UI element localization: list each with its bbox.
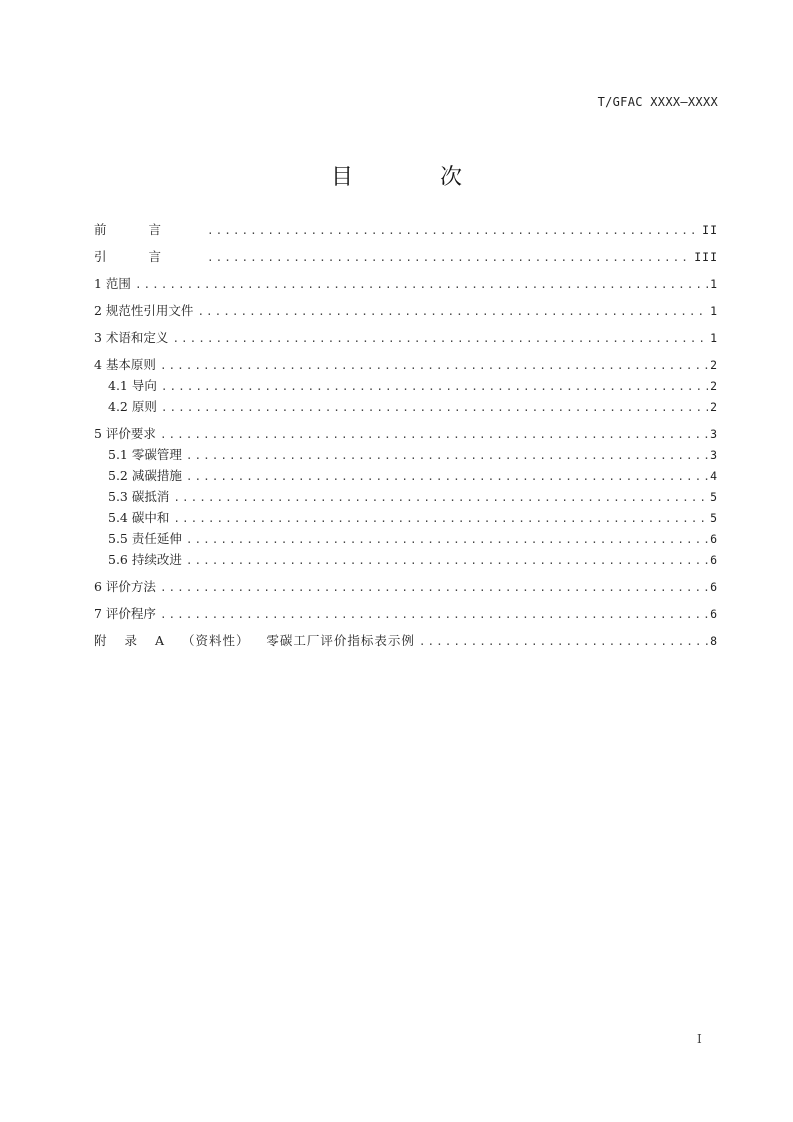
toc-entry-page: 3 bbox=[710, 427, 718, 441]
toc-entry-page: 2 bbox=[710, 358, 718, 372]
toc-entry-page: 2 bbox=[710, 379, 718, 393]
toc-leader-dots bbox=[173, 488, 708, 508]
toc-leader-dots bbox=[135, 275, 708, 295]
toc-leader-dots bbox=[186, 530, 708, 550]
toc-entry-evaluation-requirements[interactable] bbox=[94, 424, 718, 445]
toc-entry-label: 5.1 零碳管理 bbox=[108, 447, 182, 462]
toc-entry-label: 5 评价要求 bbox=[94, 426, 156, 441]
toc-entry-scope[interactable] bbox=[94, 274, 718, 295]
toc-entry-page: 8 bbox=[710, 634, 718, 648]
page-title: 目 次 bbox=[331, 165, 502, 190]
toc-leader-dots bbox=[160, 605, 708, 625]
toc-entry-page: 6 bbox=[710, 607, 718, 621]
toc-leader-dots bbox=[160, 578, 708, 598]
toc-leader-dots bbox=[186, 446, 708, 466]
toc-entry-carbon-neutrality[interactable] bbox=[94, 508, 718, 529]
toc-entry-label: 5.4 碳中和 bbox=[108, 510, 170, 525]
toc-leader-dots bbox=[160, 356, 708, 376]
toc-entry-evaluation-method[interactable] bbox=[94, 577, 718, 598]
toc-entry-label: 引言 bbox=[94, 249, 204, 264]
toc-entry-label: 前言 bbox=[94, 222, 204, 237]
toc-leader-dots bbox=[160, 425, 708, 445]
toc-leader-dots bbox=[161, 377, 708, 397]
toc-entry-page: 6 bbox=[710, 580, 718, 594]
toc-entry-page: III bbox=[694, 250, 718, 264]
toc-entry-label: 3 术语和定义 bbox=[94, 330, 169, 345]
toc-entry-page: 1 bbox=[710, 277, 718, 291]
toc-leader-dots bbox=[207, 248, 692, 268]
toc-leader-dots bbox=[207, 221, 700, 241]
toc-entry-label: 1 范围 bbox=[94, 276, 131, 291]
toc-entry-principles[interactable] bbox=[94, 397, 718, 418]
toc-leader-dots bbox=[173, 509, 708, 529]
toc-entry-evaluation-procedure[interactable] bbox=[94, 604, 718, 625]
toc-leader-dots bbox=[186, 467, 708, 487]
toc-entry-page: 5 bbox=[710, 511, 718, 525]
toc-entry-label: 5.5 责任延伸 bbox=[108, 531, 182, 546]
toc-entry-basic-principles[interactable] bbox=[94, 355, 718, 376]
toc-entry-label: 2 规范性引用文件 bbox=[94, 303, 194, 318]
toc-entry-page: 2 bbox=[710, 400, 718, 414]
toc-entry-page: 4 bbox=[710, 469, 718, 483]
toc-entry-label: 6 评价方法 bbox=[94, 579, 156, 594]
toc-entry-label: 5.3 碳抵消 bbox=[108, 489, 170, 504]
toc-entry-page: 5 bbox=[710, 490, 718, 504]
toc-entry-carbon-offset[interactable] bbox=[94, 487, 718, 508]
document-code: T/GFAC XXXX—XXXX bbox=[597, 95, 718, 109]
toc-entry-normative-references[interactable] bbox=[94, 301, 718, 322]
toc-leader-dots bbox=[197, 302, 708, 322]
toc-entry-foreword[interactable] bbox=[94, 220, 718, 241]
toc-entry-page: 3 bbox=[710, 448, 718, 462]
toc-entry-label: 7 评价程序 bbox=[94, 606, 156, 621]
toc-entry-orientation[interactable] bbox=[94, 376, 718, 397]
toc-entry-continuous-improvement[interactable] bbox=[94, 550, 718, 571]
toc-leader-dots bbox=[172, 329, 708, 349]
toc-leader-dots bbox=[161, 398, 708, 418]
toc-leader-dots bbox=[419, 632, 708, 652]
toc-entry-zero-carbon-management[interactable] bbox=[94, 445, 718, 466]
toc-entry-introduction[interactable] bbox=[94, 247, 718, 268]
toc-entry-page: II bbox=[702, 223, 718, 237]
toc-leader-dots bbox=[186, 551, 708, 571]
toc-entry-label: 4.2 原则 bbox=[108, 399, 157, 414]
toc-entry-terms-definitions[interactable] bbox=[94, 328, 718, 349]
toc-entry-label: 附 录 A （资料性） 零碳工厂评价指标表示例 bbox=[94, 633, 415, 648]
toc-entry-appendix-a[interactable] bbox=[94, 631, 718, 652]
toc-entry-responsibility-extension[interactable] bbox=[94, 529, 718, 550]
toc-entry-page: 6 bbox=[710, 553, 718, 567]
toc-entry-page: 1 bbox=[710, 331, 718, 345]
table-of-contents bbox=[94, 220, 718, 652]
toc-entry-label: 5.6 持续改进 bbox=[108, 552, 182, 567]
toc-entry-label: 4 基本原则 bbox=[94, 357, 156, 372]
toc-entry-page: 1 bbox=[710, 304, 718, 318]
toc-entry-carbon-reduction[interactable] bbox=[94, 466, 718, 487]
toc-entry-page: 6 bbox=[710, 532, 718, 546]
toc-entry-label: 4.1 导向 bbox=[108, 378, 157, 393]
page-number: I bbox=[697, 1032, 702, 1046]
toc-entry-label: 5.2 减碳措施 bbox=[108, 468, 182, 483]
